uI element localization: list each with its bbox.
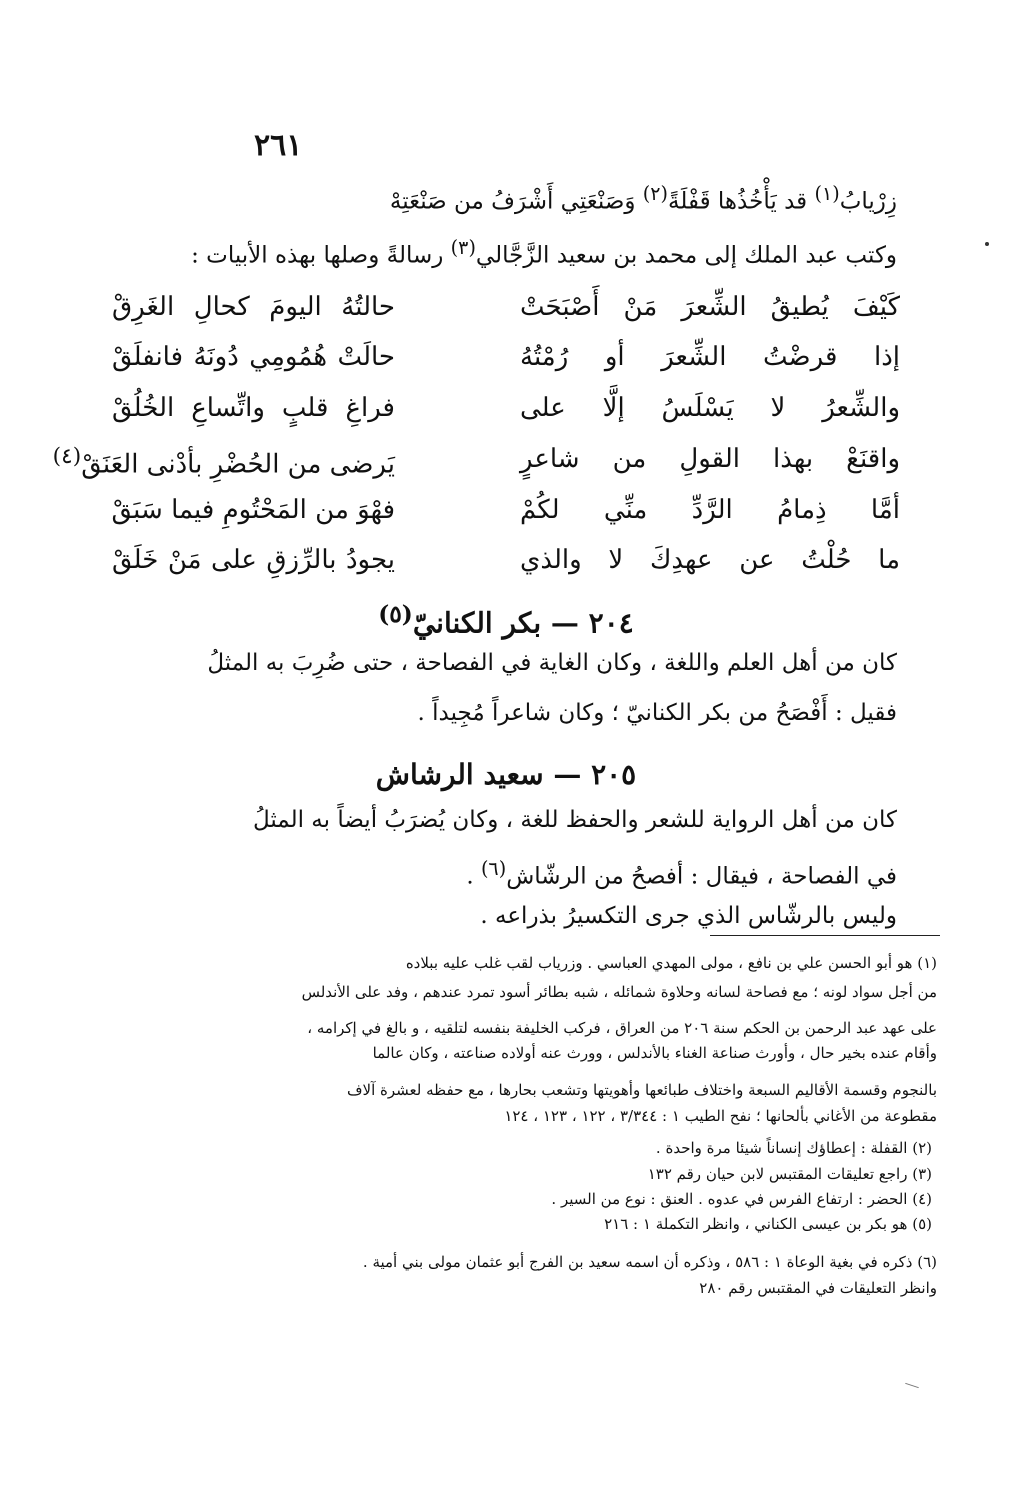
second-hemistich: يَرضى من الحُضْرِ بأدْنى العَنَقْ$^{(٤)}$ xyxy=(52,444,395,480)
section-title-205: ٢٠٥ — سعيد الرشاش xyxy=(375,758,637,791)
footnote-line: (٣) راجع تعليقات المقتبس لابن حيان رقم ١٣٢ xyxy=(647,1165,932,1183)
intro-line: وكتب عبد الملك إلى محمد بن سعيد الزَّجَّالي$^{(٣)}$ رسالةً وصلها بهذه الأبيات : xyxy=(191,236,897,269)
footnote-divider xyxy=(710,935,940,936)
first-hemistich: ما حُلْتُ عن عهدِكَ لا والذي xyxy=(520,545,900,575)
footnote-line: (٥) هو بكر بن عيسى الكناني ، وانظر التكملة ١ : ٢١٦ xyxy=(604,1215,932,1233)
footnote-line: بالنجوم وقسمة الأقاليم السبعة واختلاف طبائعها وأهويتها وتشعب بحارها ، مع حفظه لعشرة آلاف xyxy=(347,1081,937,1099)
first-hemistich: أمَّا ذِمامُ الرَّدِّ منِّي لكُمْ xyxy=(520,495,900,525)
poem-verse xyxy=(111,495,900,535)
first-hemistich: واقنَعْ بهذا القولِ من شاعرٍ xyxy=(520,444,900,474)
section-204-line: كان من أهل العلم واللغة ، وكان الغاية في الفصاحة ، حتى ضُرِبَ به المثلُ xyxy=(207,650,897,676)
opening-verse: زِرْيابُ$^{(١)}$ قد يَأْخُذُها قَفْلَةً$^{(٢)}$ وَصَنْعَتِي أَشْرَفُ من صَنْعَتِهْ xyxy=(389,182,897,215)
poem-verse xyxy=(114,342,900,382)
footnote-line: مقطوعة من الأغاني بألحانها ؛ نفح الطيب ١ : ٣/٣٤٤ ، ١٢٢ ، ١٢٣ ، ١٢٤ xyxy=(504,1107,937,1125)
section-205-line: وليس بالرشّاس الذي جرى التكسيرُ بذراعه . xyxy=(480,903,897,929)
poem-verse xyxy=(114,545,900,585)
second-hemistich: حالَتْ هُمُومِي دُونَهُ فانفلَقْ xyxy=(112,342,395,372)
first-hemistich: والشِّعرُ لا يَسْلَسُ إلَّا على xyxy=(520,393,900,423)
footnote-line: من أجل سواد لونه ؛ مع فصاحة لسانه وحلاوة شمائله ، شبه بطائر أسود تمرد عندهم ، وفد على الأندلس xyxy=(301,983,937,1001)
footnote-line: (٦) ذكره في بغية الوعاة ١ : ٥٨٦ ، وذكره أن اسمه سعيد بن الفرج أبو عثمان مولى بني أمية . xyxy=(362,1253,937,1271)
poem-verse xyxy=(114,292,900,332)
footnote-line: وأقام عنده بخير حال ، وأورث صناعة الغناء بالأندلس ، وورث عنه أولاده صناعته ، وكان عالما xyxy=(372,1044,937,1062)
footnote-line: وانظر التعليقات في المقتبس رقم ٢٨٠ xyxy=(699,1279,937,1297)
section-205-line: في الفصاحة ، فيقال : أفصحُ من الرشّاش$^{(٦)}$ . xyxy=(466,857,897,890)
footnote-line: على عهد عبد الرحمن بن الحكم سنة ٢٠٦ من العراق ، فركب الخليفة بنفسه لتلقيه ، و بالغ في إكرامه ، xyxy=(307,1019,937,1037)
margin-mark xyxy=(985,242,989,246)
section-205-line: كان من أهل الرواية للشعر والحفظ للغة ، وكان يُضرَبُ أيضاً به المثلُ xyxy=(252,807,897,833)
first-hemistich: إذا قرضْتُ الشِّعرَ أو رُمْتُهُ xyxy=(520,342,900,372)
second-hemistich: يجودُ بالرِّزقِ على مَنْ خَلَقْ xyxy=(112,545,395,575)
footnote-line: (٤) الحضر : ارتفاع الفرس في عدوه . العنق : نوع من السير . xyxy=(551,1190,932,1208)
second-hemistich: فهْوَ من المَحْتُومِ فيما سَبَقْ xyxy=(111,495,395,525)
second-hemistich: فراغِ قلبٍ واتِّساعِ الخُلُقْ xyxy=(112,393,395,423)
first-hemistich: كَيْفَ يُطيقُ الشِّعرَ مَنْ أَصْبَحَتْ xyxy=(520,292,900,322)
poem-verse xyxy=(52,444,900,484)
footnote-line: (١) هو أبو الحسن علي بن نافع ، مولى المهدي العباسي . وزرياب لقب غلب عليه ببلاده xyxy=(405,954,937,972)
scan-mark xyxy=(905,1383,919,1388)
footnote-line: (٢) القفلة : إعطاؤك إنساناً شيئا مرة واحدة . xyxy=(655,1139,932,1157)
page-number: ٢٦١ xyxy=(254,128,303,163)
section-title-204: ٢٠٤ — بكر الكنانيّ$^{(٥)}$ xyxy=(378,600,634,640)
section-204-line: فقيل : أَفْصَحُ من بكر الكنانيّ ؛ وكان شاعراً مُجِيداً . xyxy=(417,700,897,726)
second-hemistich: حالتُهُ اليومَ كحالِ الغَرِقْ xyxy=(112,292,395,322)
poem-verse xyxy=(114,393,900,433)
